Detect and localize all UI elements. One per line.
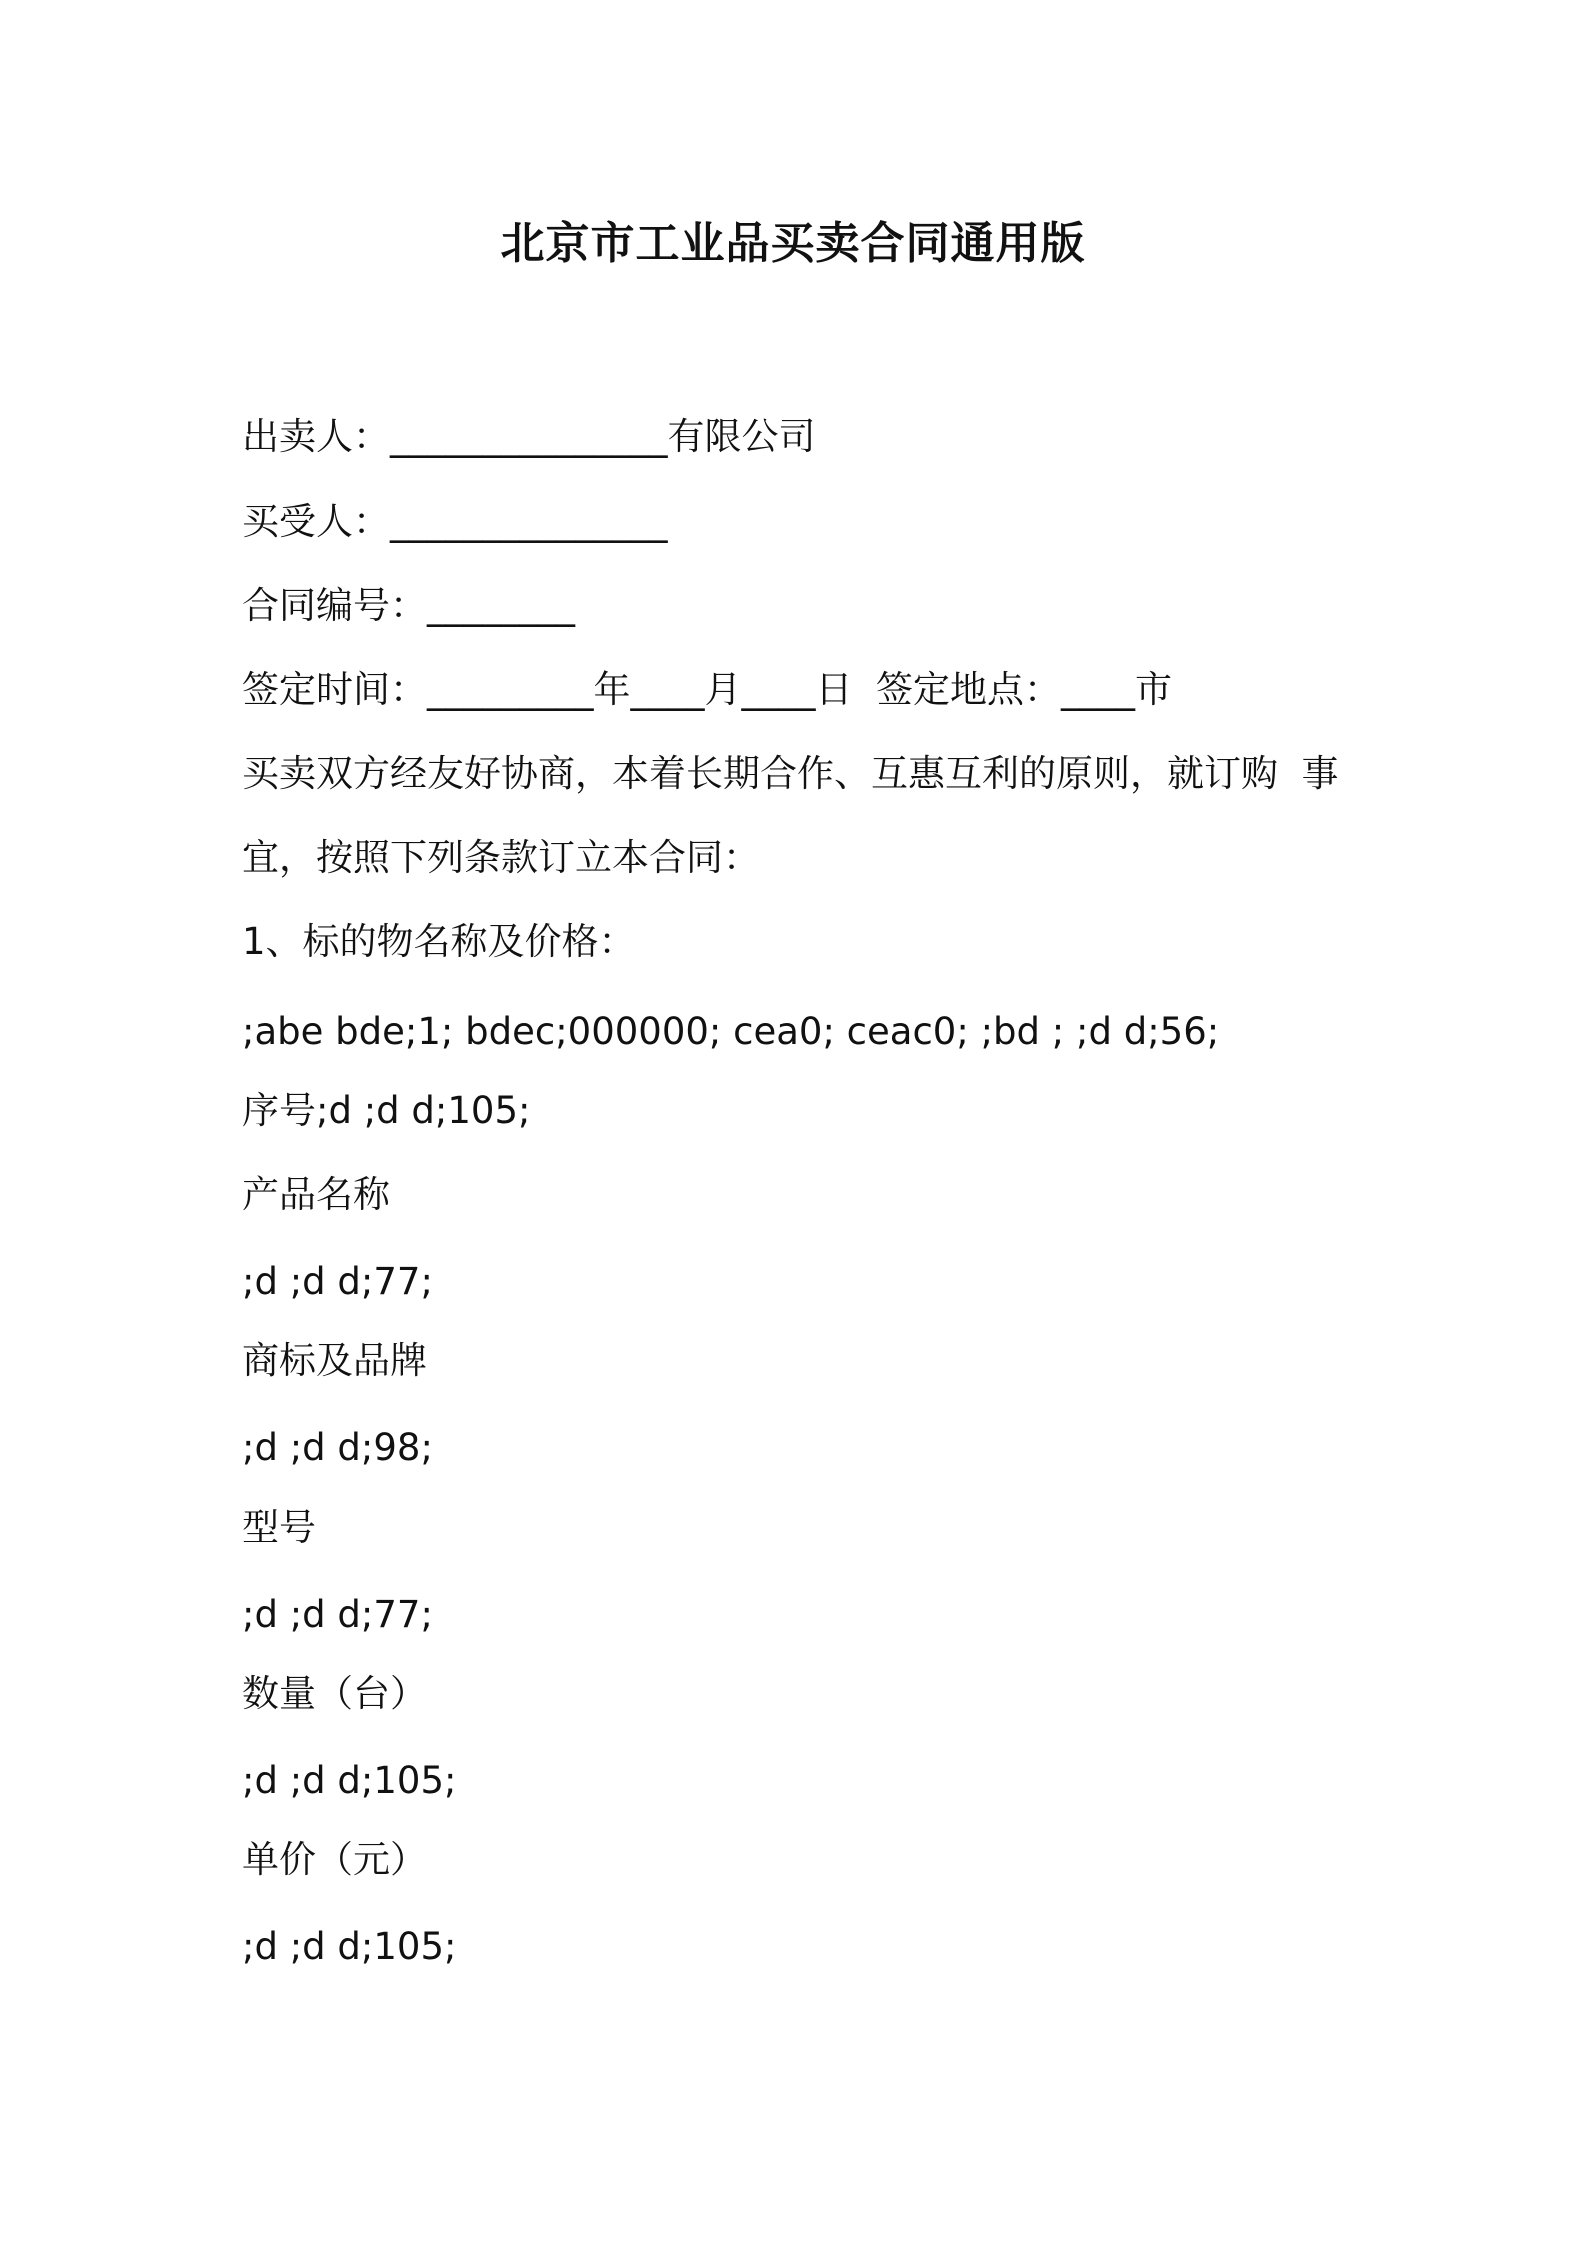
quantity-label: 数量（台） [242,1672,427,1715]
unit-price-label: 单价（元） [242,1838,427,1881]
raw-table-line-2: 序号;d ;d d;105; [242,1089,531,1132]
model-label: 型号 [242,1506,316,1549]
section-1-heading: 1、标的物名称及价格： [242,920,636,963]
raw-table-line-1: ;abe bde;1; bdec;000000; cea0; ceac0; ;bd ; ;d d;56; [242,1010,1220,1053]
raw-table-line-7: ;d ;d d;105; [242,1925,457,1968]
preamble-line-2: 宜，按照下列条款订立本合同： [242,836,760,879]
sign-info-line: 签定时间：_________年____月____日 签定地点：____市 [242,668,1173,711]
preamble-line-1: 买卖双方经友好协商，本着长期合作、互惠互利的原则，就订购 事 [242,752,1339,795]
brand-label: 商标及品牌 [242,1339,427,1382]
raw-table-line-3: ;d ;d d;77; [242,1260,433,1303]
buyer-line: 买受人：_______________ [242,500,668,543]
raw-table-line-4: ;d ;d d;98; [242,1426,433,1469]
raw-table-line-6: ;d ;d d;105; [242,1759,457,1802]
raw-table-line-5: ;d ;d d;77; [242,1593,433,1636]
document-title: 北京市工业品买卖合同通用版 [500,218,1086,269]
contract-number-line: 合同编号：________ [242,584,575,627]
seller-line: 出卖人：_______________有限公司 [242,415,816,458]
product-name-label: 产品名称 [242,1173,390,1216]
